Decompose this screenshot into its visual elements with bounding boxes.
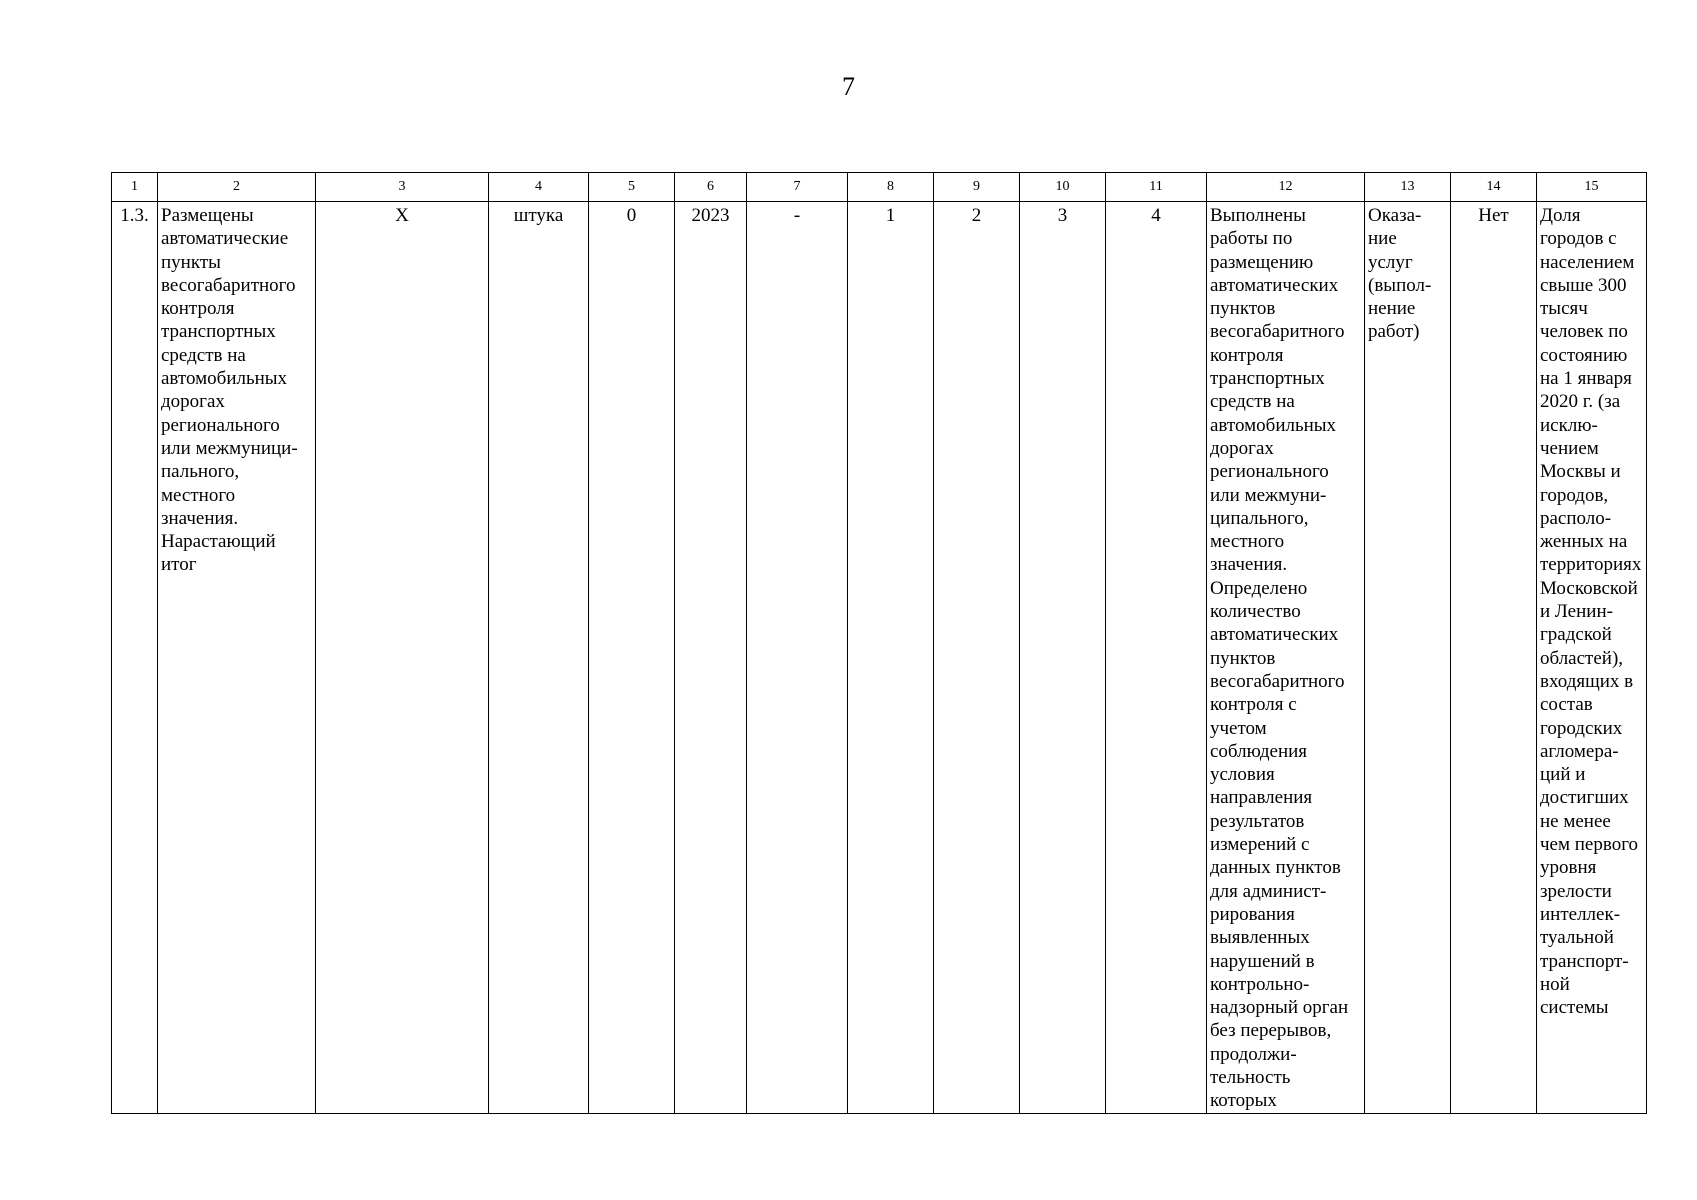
text-line: туальной bbox=[1540, 927, 1614, 949]
text-line: для админист- bbox=[1210, 880, 1327, 902]
text-line: регионального bbox=[161, 414, 280, 436]
text-line: свыше 300 bbox=[1540, 274, 1627, 296]
text-line: количество bbox=[1210, 601, 1301, 623]
text-line: или межмуни- bbox=[1210, 484, 1327, 506]
text-line: контроля с bbox=[1210, 694, 1297, 716]
text-line: транспорт- bbox=[1540, 950, 1629, 972]
text-line: уровня bbox=[1540, 857, 1597, 879]
text-line: дорогах bbox=[161, 391, 225, 413]
text-line: направления bbox=[1210, 787, 1313, 809]
text-line: соблюдения bbox=[1210, 740, 1308, 762]
text-line: нарушений в bbox=[1210, 950, 1315, 972]
cell-col9: 2 bbox=[934, 202, 1020, 1114]
column-number: 11 bbox=[1106, 173, 1207, 202]
cell-col10: 3 bbox=[1020, 202, 1106, 1114]
text-line: автомобильных bbox=[1210, 414, 1337, 436]
text-line: располо- bbox=[1540, 507, 1612, 529]
text-line: автоматических bbox=[1210, 274, 1339, 296]
text-line: контроля bbox=[161, 298, 235, 320]
column-number: 13 bbox=[1365, 173, 1451, 202]
text-line: состоянию bbox=[1540, 344, 1628, 366]
row-number-cell: 1.3. bbox=[112, 202, 158, 1114]
text-line: ципального, bbox=[1210, 507, 1309, 529]
text-line: пункты bbox=[161, 251, 221, 273]
page-number: 7 bbox=[842, 72, 855, 101]
text-line: транспортных bbox=[1210, 368, 1325, 390]
text-line: входящих в bbox=[1540, 670, 1634, 692]
text-line: городских bbox=[1540, 717, 1623, 739]
text-line: градской bbox=[1540, 624, 1612, 646]
column-number: 10 bbox=[1020, 173, 1106, 202]
text-line: весогабаритного bbox=[161, 274, 296, 296]
text-line: городов, bbox=[1540, 484, 1609, 506]
text-line: которых bbox=[1210, 1090, 1277, 1112]
text-line: Московской bbox=[1540, 577, 1638, 599]
text-line: чем первого bbox=[1540, 834, 1639, 856]
text-line: регионального bbox=[1210, 461, 1329, 483]
text-line: контроля bbox=[1210, 344, 1284, 366]
text-line: ние bbox=[1368, 228, 1397, 250]
column-number: 12 bbox=[1207, 173, 1365, 202]
column-number: 3 bbox=[316, 173, 489, 202]
text-line: интеллек- bbox=[1540, 903, 1621, 925]
text-line: исклю- bbox=[1540, 414, 1598, 436]
text-line: городов с bbox=[1540, 228, 1617, 250]
text-line: зрелости bbox=[1540, 880, 1612, 902]
text-line: Доля bbox=[1540, 205, 1581, 226]
base-year-cell: 2023 bbox=[675, 202, 747, 1114]
text-line: местного bbox=[161, 484, 236, 506]
text-line: тысяч bbox=[1540, 298, 1588, 320]
indicator-link-cell bbox=[1537, 202, 1647, 1114]
text-line: выявленных bbox=[1210, 927, 1310, 949]
text-line: и Ленин- bbox=[1540, 601, 1613, 623]
cell-col7: - bbox=[747, 202, 848, 1114]
text-line: средств на bbox=[161, 344, 246, 366]
text-line: чением bbox=[1540, 437, 1599, 459]
result-type-cell bbox=[1365, 202, 1451, 1114]
column-number: 4 bbox=[489, 173, 589, 202]
text-line: женных на bbox=[1540, 531, 1628, 553]
text-line: (выпол- bbox=[1368, 274, 1432, 296]
text-line: данных пунктов bbox=[1210, 857, 1341, 879]
text-line: тельность bbox=[1210, 1066, 1291, 1088]
text-line: населением bbox=[1540, 251, 1635, 273]
text-line: работ) bbox=[1368, 321, 1420, 343]
text-line: состав bbox=[1540, 694, 1593, 716]
text-line: контрольно- bbox=[1210, 973, 1310, 995]
column-number: 15 bbox=[1537, 173, 1647, 202]
column-number: 14 bbox=[1451, 173, 1537, 202]
text-line: Размещены bbox=[161, 205, 254, 226]
text-line: условия bbox=[1210, 764, 1275, 786]
column-number: 6 bbox=[675, 173, 747, 202]
text-line: человек по bbox=[1540, 321, 1628, 343]
indicator-table bbox=[111, 172, 1647, 1114]
text-line: автоматических bbox=[1210, 624, 1339, 646]
base-value-cell: 0 bbox=[589, 202, 675, 1114]
column-number-row bbox=[112, 173, 1647, 202]
text-line: транспортных bbox=[161, 321, 276, 343]
text-line: 2020 г. (за bbox=[1540, 391, 1621, 413]
text-line: услуг bbox=[1368, 251, 1413, 273]
text-line: агломера- bbox=[1540, 740, 1619, 762]
column-number: 2 bbox=[158, 173, 316, 202]
text-line: продолжи- bbox=[1210, 1043, 1297, 1065]
column-number: 8 bbox=[848, 173, 934, 202]
unit-cell: штука bbox=[489, 202, 589, 1114]
text-line: нение bbox=[1368, 298, 1416, 320]
text-line: на 1 января bbox=[1540, 368, 1632, 390]
text-line: итог bbox=[161, 554, 197, 576]
text-line: Определено bbox=[1210, 577, 1308, 599]
text-line: Нарастающий bbox=[161, 531, 276, 553]
text-line: значения. bbox=[1210, 554, 1288, 576]
cell-col11: 4 bbox=[1106, 202, 1207, 1114]
column-number: 1 bbox=[112, 173, 158, 202]
text-line: надзорный орган bbox=[1210, 997, 1349, 1019]
text-line: автоматические bbox=[161, 228, 289, 250]
cell-col8: 1 bbox=[848, 202, 934, 1114]
text-line: системы bbox=[1540, 997, 1609, 1019]
text-line: Оказа- bbox=[1368, 205, 1422, 226]
text-line: размещению bbox=[1210, 251, 1314, 273]
cell-col3: X bbox=[316, 202, 489, 1114]
text-line: весогабаритного bbox=[1210, 321, 1345, 343]
text-line: весогабаритного bbox=[1210, 670, 1345, 692]
result-name-cell bbox=[158, 202, 316, 1114]
text-line: пунктов bbox=[1210, 298, 1276, 320]
text-line: автомобильных bbox=[161, 368, 288, 390]
column-number: 5 bbox=[589, 173, 675, 202]
text-line: пунктов bbox=[1210, 647, 1276, 669]
text-line: дорогах bbox=[1210, 437, 1274, 459]
text-line: значения. bbox=[161, 507, 239, 529]
text-line: достигших bbox=[1540, 787, 1629, 809]
text-line: территориях bbox=[1540, 554, 1642, 576]
text-line: пального, bbox=[161, 461, 240, 483]
text-line: учетом bbox=[1210, 717, 1267, 739]
text-line: рирования bbox=[1210, 903, 1295, 925]
text-line: Выполнены bbox=[1210, 205, 1306, 226]
column-number: 7 bbox=[747, 173, 848, 202]
text-line: средств на bbox=[1210, 391, 1295, 413]
text-line: ной bbox=[1540, 973, 1570, 995]
text-line: областей), bbox=[1540, 647, 1624, 669]
text-line: работы по bbox=[1210, 228, 1293, 250]
table-row bbox=[112, 202, 1647, 1114]
text-line: без перерывов, bbox=[1210, 1020, 1332, 1042]
text-line: ций и bbox=[1540, 764, 1586, 786]
text-line: не менее bbox=[1540, 810, 1611, 832]
cell-col14: Нет bbox=[1451, 202, 1537, 1114]
text-line: или межмуници- bbox=[161, 437, 298, 459]
text-line: Москвы и bbox=[1540, 461, 1621, 483]
text-line: результатов bbox=[1210, 810, 1305, 832]
column-number: 9 bbox=[934, 173, 1020, 202]
text-line: местного bbox=[1210, 531, 1285, 553]
text-line: измерений с bbox=[1210, 834, 1310, 856]
characteristic-cell bbox=[1207, 202, 1365, 1114]
